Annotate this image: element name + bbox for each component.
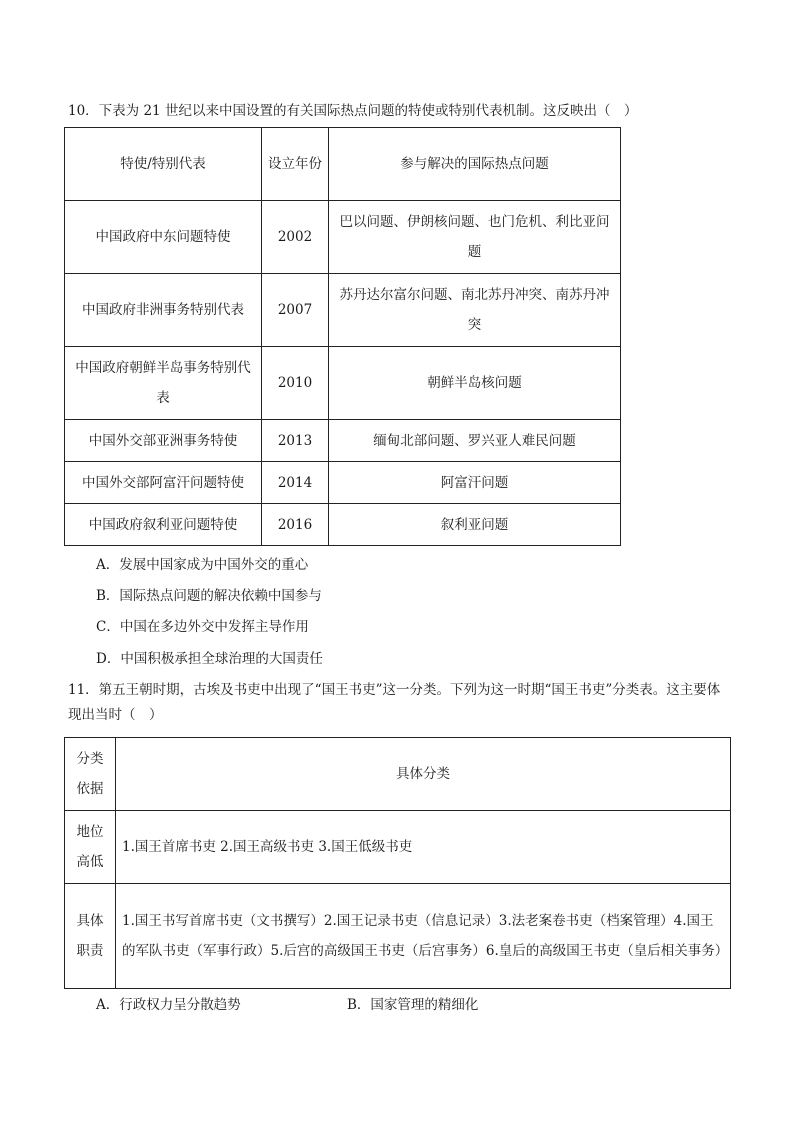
table-row	[65, 347, 621, 420]
table-row	[65, 274, 621, 347]
year-cell: 2007	[262, 274, 329, 347]
header-detail: 具体分类	[116, 738, 731, 811]
year-cell: 2002	[262, 201, 329, 274]
year-cell: 2014	[262, 462, 329, 504]
option-b[interactable]: B．国际热点问题的解决依赖中国参与	[96, 588, 322, 604]
table-header-row	[65, 128, 621, 201]
option-d[interactable]: D．中国积极承担全球治理的大国责任	[96, 651, 323, 667]
issues-cell: 缅甸北部问题、罗兴亚人难民问题	[329, 420, 621, 462]
issues-cell: 巴以问题、伊朗核问题、也门危机、利比亚问题	[329, 201, 621, 274]
envoy-cell: 中国外交部阿富汗问题特使	[65, 462, 262, 504]
table-row	[65, 504, 621, 546]
issues-cell: 叙利亚问题	[329, 504, 621, 546]
issues-cell: 朝鲜半岛核问题	[329, 347, 621, 420]
option-a[interactable]: A．行政权力呈分散趋势	[96, 997, 241, 1013]
year-cell: 2010	[262, 347, 329, 420]
question-10-stem: 10．下表为 21 世纪以来中国设置的有关国际热点问题的特使或特别代表机制。这反映出（ ）	[68, 103, 638, 119]
table-row	[65, 884, 731, 989]
header-issues: 参与解决的国际热点问题	[329, 128, 621, 201]
table-row	[65, 201, 621, 274]
envoy-cell: 中国政府朝鲜半岛事务特别代表	[65, 347, 262, 420]
table-row	[65, 462, 621, 504]
issues-cell: 苏丹达尔富尔问题、南北苏丹冲突、南苏丹冲突	[329, 274, 621, 347]
header-year: 设立年份	[262, 128, 329, 201]
envoy-cell: 中国政府叙利亚问题特使	[65, 504, 262, 546]
issues-cell: 阿富汗问题	[329, 462, 621, 504]
question-10-table	[64, 127, 621, 546]
basis-cell: 具体职责	[65, 884, 116, 989]
envoy-cell: 中国政府非洲事务特别代表	[65, 274, 262, 347]
option-a[interactable]: A．发展中国家成为中国外交的重心	[96, 557, 309, 573]
year-cell: 2013	[262, 420, 329, 462]
table-row	[65, 811, 731, 884]
table-header-row	[65, 738, 731, 811]
header-envoy: 特使/特别代表	[65, 128, 262, 201]
table-row	[65, 420, 621, 462]
basis-cell: 地位高低	[65, 811, 116, 884]
envoy-cell: 中国外交部亚洲事务特使	[65, 420, 262, 462]
detail-cell: 1.国王首席书吏 2.国王高级书吏 3.国王低级书吏	[116, 811, 731, 884]
question-11-stem: 11．第五王朝时期，古埃及书吏中出现了“国王书吏”这一分类。下列为这一时期“国王书吏”分类表。这主要体现出当时（ ）	[68, 682, 721, 723]
question-11-table	[64, 737, 731, 989]
envoy-cell: 中国政府中东问题特使	[65, 201, 262, 274]
detail-cell: 1.国王书写首席书吏（文书撰写）2.国王记录书吏（信息记录）3.法老案卷书吏（档案管理）4.国王的军队书吏（军事行政）5.后宫的高级国王书吏（后宫事务）6.皇后的高级国王书吏（皇后相关事务）	[116, 884, 731, 989]
option-b[interactable]: B．国家管理的精细化	[347, 997, 479, 1013]
year-cell: 2016	[262, 504, 329, 546]
header-basis: 分类依据	[65, 738, 116, 811]
option-c[interactable]: C．中国在多边外交中发挥主导作用	[96, 619, 309, 635]
